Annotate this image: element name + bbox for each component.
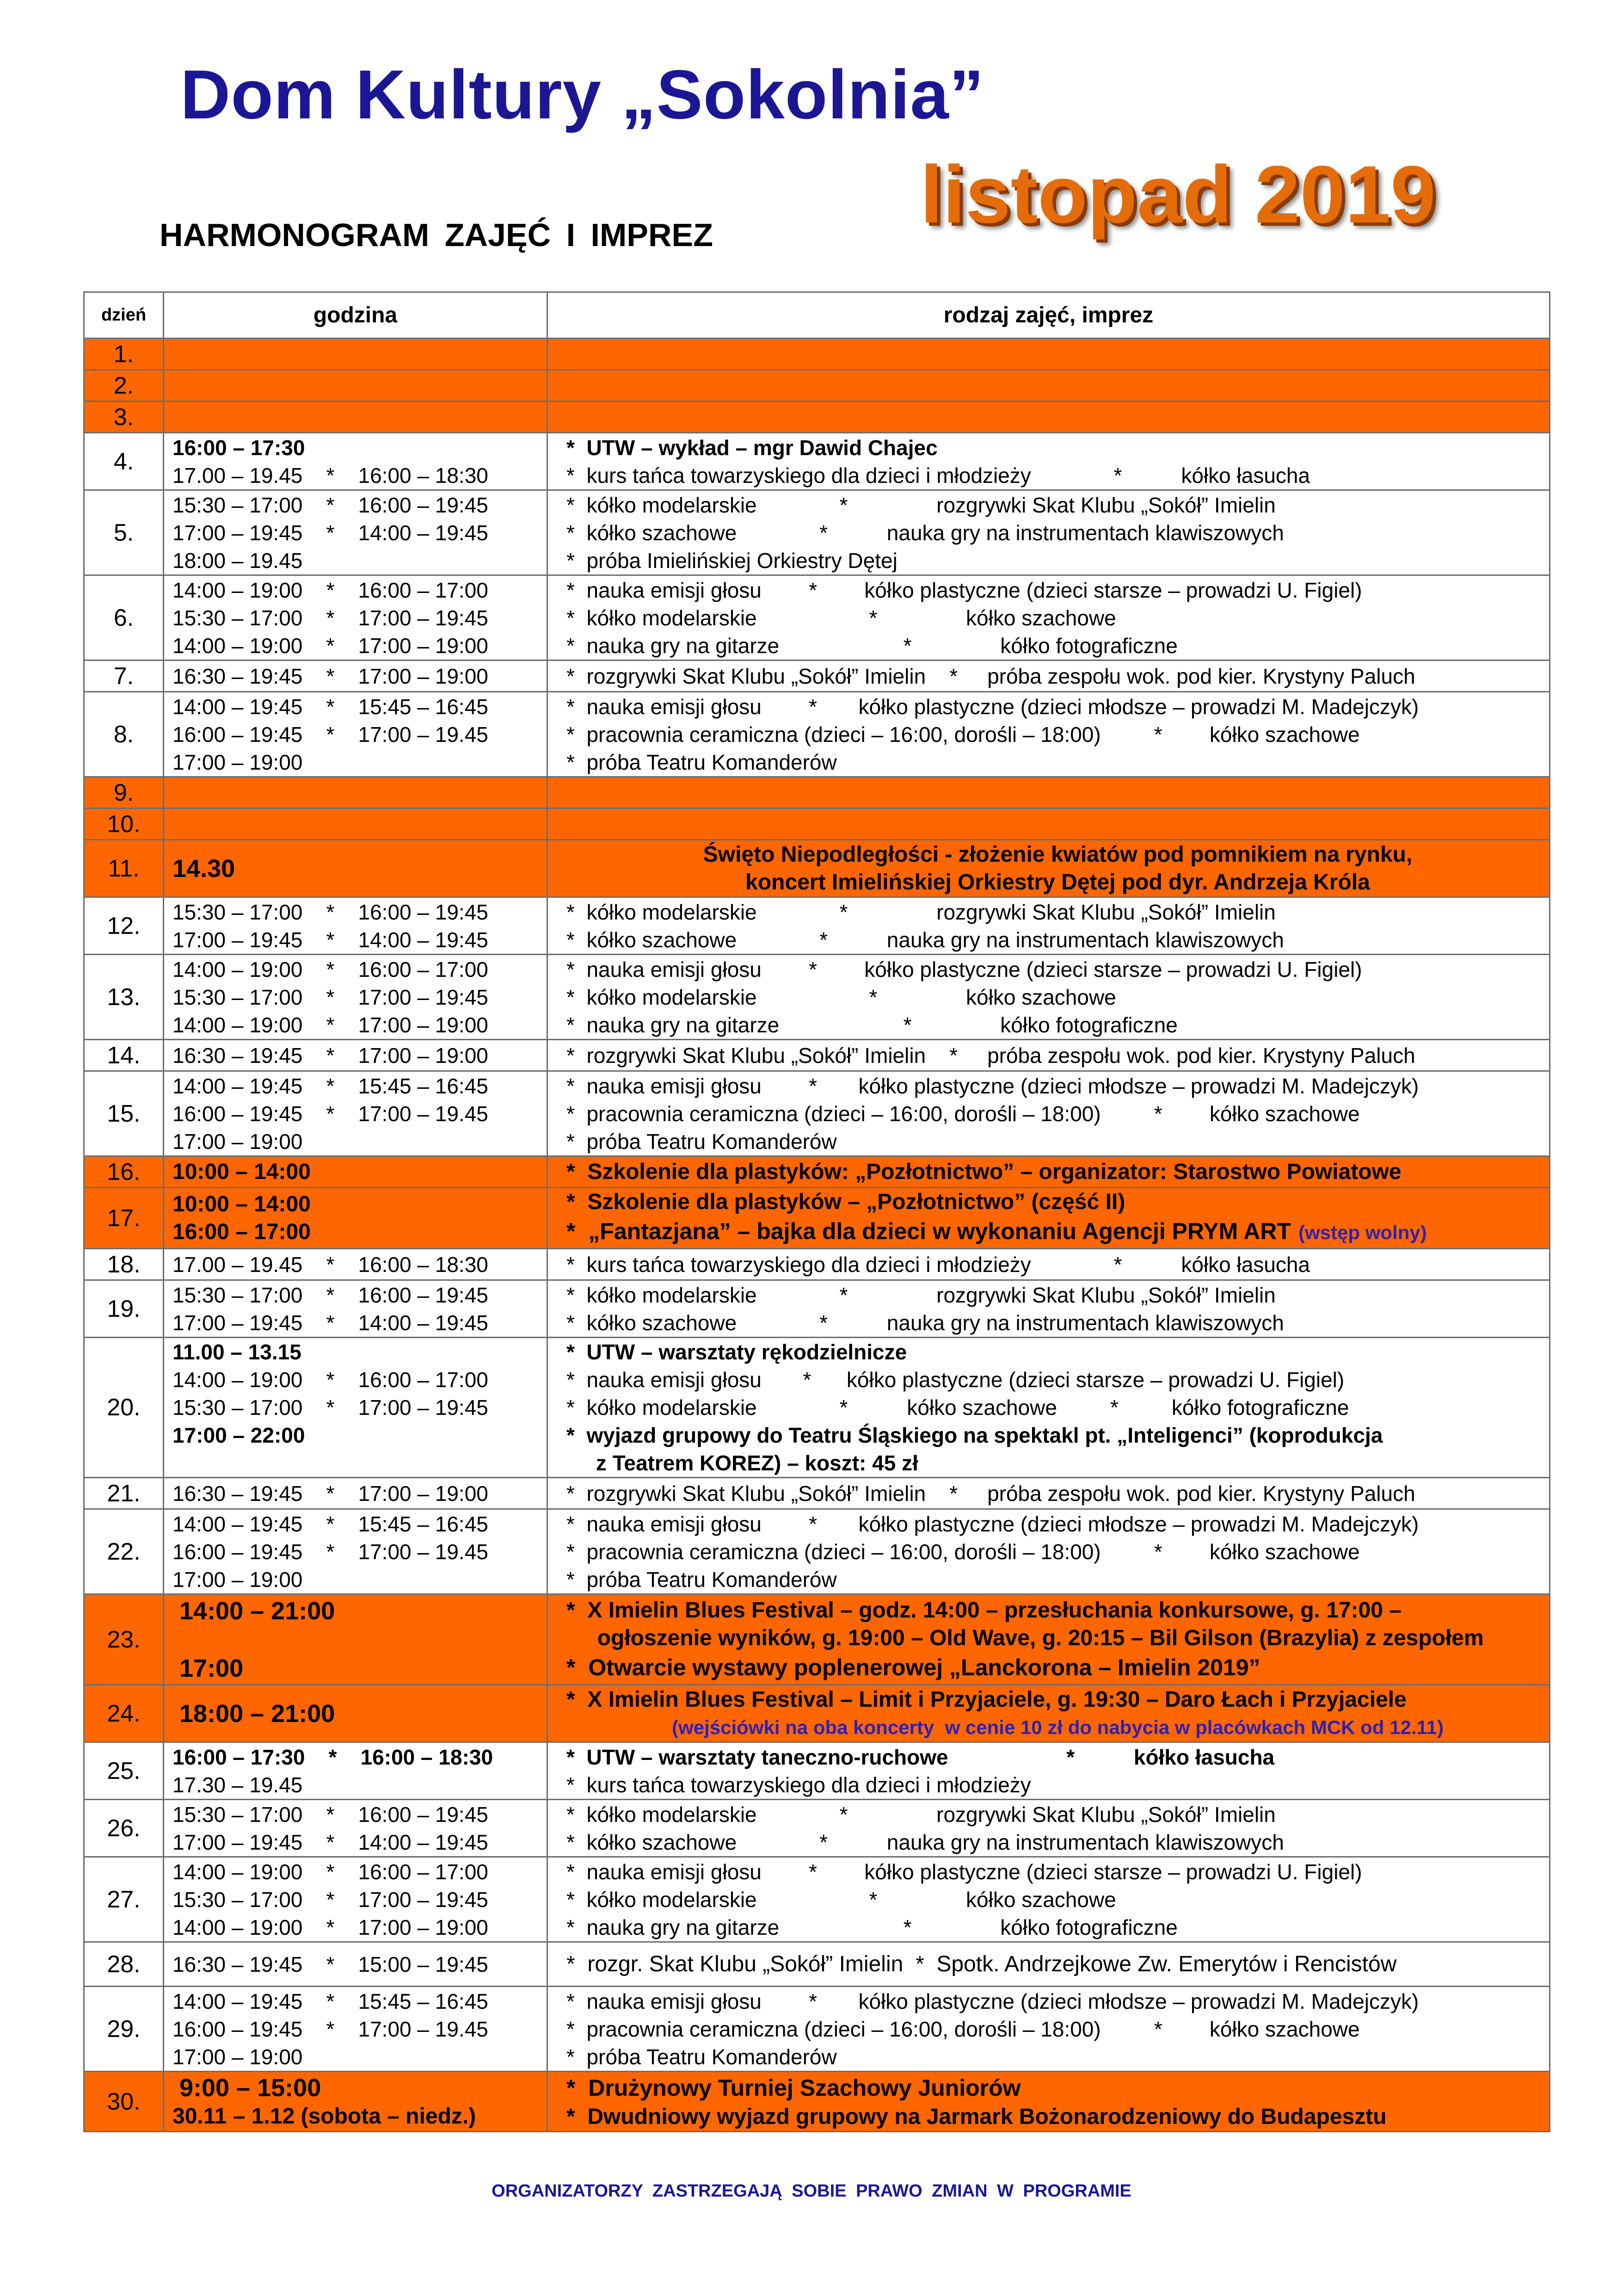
activity-text: * Otwarcie wystawy poplenerowej „Lanckorona – Imielin 2019” [566, 1654, 1260, 1680]
activities-cell [547, 1857, 1550, 1942]
activity-line [566, 1338, 1549, 1366]
hours-cell [164, 433, 547, 490]
day-cell: 30. [84, 2072, 164, 2132]
table-row [84, 1156, 1550, 1188]
hours-cell [164, 1594, 547, 1685]
activity-line [566, 1100, 1549, 1128]
day-cell: 3. [84, 401, 164, 433]
activity-line [566, 519, 1549, 547]
activity-line [566, 1366, 1549, 1394]
activities-cell [547, 1040, 1550, 1071]
hours-line: 10:00 – 14:00 [172, 1191, 311, 1216]
hours-cell [164, 401, 547, 433]
activities-cell [547, 692, 1550, 777]
hours-line: 15:30 – 17:00 * 16:00 – 19:45 [172, 1802, 488, 1827]
free-entry-note: (wstęp wolny) [1298, 1222, 1427, 1243]
activity-text: * kółko modelarskie * kółko szachowe [566, 1887, 1116, 1912]
hours-line [172, 1449, 547, 1477]
day-cell: 22. [84, 1509, 164, 1594]
activities-cell [547, 840, 1550, 897]
footer-note: ORGANIZATORZY ZASTRZEGAJĄ SOBIE PRAWO ZMIAN W PROGRAMIE [492, 2181, 1131, 2201]
day-cell: 2. [84, 370, 164, 401]
activity-text: koncert Imielińskiej Orkiestry Dętej pod dyr. Andrzeja Króla [745, 870, 1370, 895]
activity-line [566, 1624, 1549, 1652]
hours-line: 30.11 – 1.12 (sobota – niedz.) [172, 2104, 476, 2129]
hours-line: 17:00 [172, 1654, 244, 1682]
day-cell: 8. [84, 692, 164, 777]
activity-line [566, 2103, 1549, 2131]
hours-cell [164, 1156, 547, 1188]
activity-line [566, 1950, 1549, 1978]
activities-cell [547, 1685, 1550, 1742]
activities-cell [547, 433, 1550, 490]
day-cell: 4. [84, 433, 164, 490]
table-row [84, 2072, 1550, 2132]
activity-line [566, 1421, 1549, 1449]
activity-text: * „Fantazjana” – bajka dla dzieci w wykonaniu Agencji PRYM ART [566, 1218, 1291, 1244]
table-row [84, 1040, 1550, 1071]
hours-line: 14:00 – 19:00 * 16:00 – 17:00 [172, 1859, 488, 1884]
activity-text: * rozgrywki Skat Klubu „Sokół” Imielin * próba zespołu wok. pod kier. Krystyny Paluch [566, 1043, 1415, 1068]
activity-text: * nauka emisji głosu * kółko plastyczne (dzieci młodsze – prowadzi M. Madejczyk) [566, 1074, 1419, 1098]
schedule-table [83, 291, 1550, 2132]
activity-text: * kurs tańca towarzyskiego dla dzieci i młodzieży * kółko łasucha [566, 1252, 1310, 1277]
activity-text: * próba Teatru Komanderów [566, 750, 837, 774]
column-header-day: dzień [84, 292, 164, 339]
table-row [84, 1742, 1550, 1800]
activity-text: (wejściówki na oba koncerty w cenie 10 zł do nabycia w placówkach MCK od 12.11) [672, 1716, 1444, 1738]
hours-line: 16:00 – 19:45 * 17:00 – 19.45 [172, 722, 488, 747]
activity-line [566, 1771, 1549, 1799]
hours-line: 16:00 – 19:45 * 17:00 – 19.45 [172, 1539, 488, 1564]
activities-cell [547, 1071, 1550, 1156]
schedule-subtitle: HARMONOGRAM ZAJĘĆ I IMPREZ [160, 217, 713, 253]
table-row [84, 777, 1550, 809]
hours-cell [164, 1800, 547, 1857]
activity-line [566, 632, 1549, 660]
activities-cell [547, 1478, 1550, 1509]
activity-text: * nauka emisji głosu * kółko plastyczne (dzieci starsze – prowadzi U. Figiel) [566, 1859, 1362, 1884]
activity-text: * nauka gry na gitarze * kółko fotograficzne [566, 1915, 1178, 1939]
day-cell: 27. [84, 1857, 164, 1942]
hours-line: 16:00 – 17:30 * 16:00 – 18:30 [172, 1745, 493, 1769]
table-row [84, 1188, 1550, 1249]
activity-text: * kółko modelarskie * rozgrywki Skat Klubu „Sokół” Imielin [566, 900, 1276, 924]
hours-line: 18:00 – 19.45 [172, 548, 303, 573]
activity-line [566, 1480, 1549, 1507]
activities-cell [547, 660, 1550, 692]
hours-line: 16:30 – 19:45 * 17:00 – 19:00 [172, 1481, 488, 1506]
activity-line [566, 1216, 1549, 1248]
activity-line [566, 1011, 1549, 1039]
day-cell: 19. [84, 1280, 164, 1338]
hours-line: 16:30 – 19:45 * 17:00 – 19:00 [172, 1043, 488, 1068]
hours-line: 17.30 – 19.45 [172, 1772, 303, 1797]
activity-line [566, 1309, 1549, 1337]
day-cell: 25. [84, 1742, 164, 1800]
activity-text: * pracownia ceramiczna (dzieci – 16:00, dorośli – 18:00) * kółko szachowe [566, 1101, 1360, 1126]
activity-line [566, 462, 1549, 489]
hours-line: 11.00 – 13.15 [172, 1340, 301, 1364]
activity-text: * nauka emisji głosu * kółko plastyczne (dzieci starsze – prowadzi U. Figiel) [566, 578, 1362, 602]
hours-cell [164, 1071, 547, 1156]
activities-cell [547, 955, 1550, 1040]
day-cell: 29. [84, 1987, 164, 2072]
activity-text: * rozgrywki Skat Klubu „Sokół” Imielin * próba zespołu wok. pod kier. Krystyny Paluch [566, 664, 1415, 688]
day-cell: 15. [84, 1071, 164, 1156]
hours-cell [164, 777, 547, 809]
hours-line: 17:00 – 19:00 [172, 1567, 303, 1592]
table-row [84, 1942, 1550, 1987]
activity-line [566, 1042, 1549, 1069]
activity-text: * kółko modelarskie * kółko szachowe * kółko fotograficzne [566, 1395, 1349, 1420]
table-row [84, 1509, 1550, 1594]
day-cell: 9. [84, 777, 164, 809]
hours-cell [164, 840, 547, 897]
hours-cell [164, 2072, 547, 2132]
hours-line: 14:00 – 19:00 * 17:00 – 19:00 [172, 1012, 488, 1037]
activity-text: ogłoszenie wyników, g. 19:00 – Old Wave, g. 20:15 – Bil Gilson (Brazylia) z zespołem [566, 1625, 1484, 1650]
activities-cell [547, 1742, 1550, 1800]
activities-cell [547, 2072, 1550, 2132]
hours-line: 15:30 – 17:00 * 16:00 – 19:45 [172, 900, 488, 924]
hours-cell [164, 1509, 547, 1594]
hours-line: 16:00 – 17:30 [172, 435, 305, 460]
activity-line [566, 2043, 1549, 2071]
hours-cell [164, 1942, 547, 1987]
hours-line: 15:30 – 17:00 * 16:00 – 19:45 [172, 1283, 488, 1307]
activity-line [566, 1743, 1549, 1771]
activity-text: * kółko modelarskie * kółko szachowe [566, 605, 1116, 630]
column-header-hours: godzina [164, 292, 547, 339]
activity-line [566, 491, 1549, 519]
hours-line: 14:00 – 19:00 * 17:00 – 19:00 [172, 1915, 488, 1939]
hours-line: 16:30 – 19:45 * 15:00 – 19:45 [172, 1952, 488, 1976]
table-row [84, 692, 1550, 777]
table-row [84, 433, 1550, 490]
table-row [84, 401, 1550, 433]
day-cell: 12. [84, 897, 164, 955]
hours-cell [164, 370, 547, 401]
table-row [84, 1478, 1550, 1509]
activity-line [566, 1686, 1549, 1714]
activities-cell [547, 370, 1550, 401]
hours-line: 14:00 – 19:45 * 15:45 – 16:45 [172, 694, 488, 719]
table-row [84, 575, 1550, 660]
hours-line: 16:00 – 19:45 * 17:00 – 19.45 [172, 2017, 488, 2041]
page-title: Dom Kultury „Sokolnia” [180, 56, 984, 133]
day-cell: 28. [84, 1942, 164, 1987]
activity-text: * kółko szachowe * nauka gry na instrumentach klawiszowych [566, 520, 1284, 545]
activity-text: * rozgrywki Skat Klubu „Sokół” Imielin * próba zespołu wok. pod kier. Krystyny Paluch [566, 1481, 1415, 1506]
activity-text: * próba Teatru Komanderów [566, 1129, 837, 1154]
hours-line: 14:00 – 19:00 * 16:00 – 17:00 [172, 1368, 488, 1392]
activity-text: * kółko modelarskie * kółko szachowe [566, 985, 1116, 1009]
hours-cell [164, 897, 547, 955]
activity-line [566, 869, 1549, 896]
activities-cell [547, 1280, 1550, 1338]
day-cell: 18. [84, 1249, 164, 1280]
activity-text: * pracownia ceramiczna (dzieci – 16:00, dorośli – 18:00) * kółko szachowe [566, 722, 1360, 747]
hours-cell [164, 660, 547, 692]
day-cell: 24. [84, 1685, 164, 1742]
hours-cell [164, 339, 547, 370]
activity-line [566, 1597, 1549, 1624]
table-row [84, 1280, 1550, 1338]
activity-text: * Szkolenie dla plastyków: „Pozłotnictwo” – organizator: Starostwo Powiatowe [566, 1159, 1402, 1184]
activities-cell [547, 897, 1550, 955]
hours-line: 17:00 – 19:45 * 14:00 – 19:45 [172, 520, 488, 545]
activity-line [566, 1714, 1549, 1741]
activity-line [566, 1158, 1549, 1186]
activity-line [566, 1801, 1549, 1828]
activities-cell [547, 490, 1550, 575]
hours-line [172, 1626, 547, 1654]
activity-text: * próba Teatru Komanderów [566, 2044, 837, 2069]
day-cell: 16. [84, 1156, 164, 1188]
activity-text: * nauka emisji głosu * kółko plastyczne (dzieci młodsze – prowadzi M. Madejczyk) [566, 694, 1419, 719]
activity-line [566, 547, 1549, 574]
table-row [84, 955, 1550, 1040]
hours-line: 15:30 – 17:00 * 17:00 – 19:45 [172, 1395, 488, 1420]
hours-line: 15:30 – 17:00 * 17:00 – 19:45 [172, 985, 488, 1009]
hours-cell [164, 692, 547, 777]
activity-line [566, 721, 1549, 748]
activity-text: * Szkolenie dla plastyków – „Pozłotnictwo” (część II) [566, 1190, 1125, 1214]
activity-text: * kółko modelarskie * rozgrywki Skat Klubu „Sokół” Imielin [566, 493, 1276, 517]
activity-text: * próba Imielińskiej Orkiestry Dętej [566, 548, 898, 573]
hours-line: 14:00 – 19:00 * 16:00 – 17:00 [172, 957, 488, 981]
activity-line [566, 2015, 1549, 2043]
activity-text: * próba Teatru Komanderów [566, 1567, 837, 1592]
hours-cell [164, 1338, 547, 1478]
hours-line: 17.00 – 19.45 * 16:00 – 18:30 [172, 1252, 488, 1277]
activity-line [566, 748, 1549, 776]
day-cell: 1. [84, 339, 164, 370]
day-cell: 5. [84, 490, 164, 575]
activity-text: * wyjazd grupowy do Teatru Śląskiego na spektakl pt. „Inteligenci” (koprodukcja [566, 1423, 1383, 1447]
activity-text: * kółko szachowe * nauka gry na instrumentach klawiszowych [566, 927, 1284, 952]
activities-cell [547, 1249, 1550, 1280]
hours-line: 14.30 [172, 854, 235, 883]
activity-text: * kółko szachowe * nauka gry na instrumentach klawiszowych [566, 1310, 1284, 1335]
activities-cell [547, 575, 1550, 660]
column-header-activities: rodzaj zajęć, imprez [547, 292, 1550, 339]
table-row [84, 1685, 1550, 1742]
hours-cell [164, 1188, 547, 1249]
day-cell: 20. [84, 1338, 164, 1478]
activity-line [566, 1394, 1549, 1421]
hours-line: 17:00 – 22:00 [172, 1423, 305, 1447]
activity-line [566, 983, 1549, 1011]
activities-cell [547, 1987, 1550, 2072]
table-row [84, 1594, 1550, 1685]
day-cell: 10. [84, 809, 164, 840]
activity-text: * kółko szachowe * nauka gry na instrumentach klawiszowych [566, 1830, 1284, 1854]
day-cell: 6. [84, 575, 164, 660]
hours-line: 14:00 – 19:00 * 17:00 – 19:00 [172, 633, 488, 658]
activity-line [566, 1128, 1549, 1155]
hours-line: 16:00 – 19:45 * 17:00 – 19.45 [172, 1101, 488, 1126]
hours-cell [164, 1987, 547, 2072]
activity-line [566, 1652, 1549, 1683]
hours-line: 15:30 – 17:00 * 17:00 – 19:45 [172, 1887, 488, 1912]
hours-line: 9:00 – 15:00 [172, 2074, 321, 2102]
activity-text: * nauka gry na gitarze * kółko fotograficzne [566, 633, 1178, 658]
activity-line [566, 1510, 1549, 1538]
activity-text: * UTW – warsztaty taneczno-ruchowe * kółko łasucha [566, 1745, 1275, 1769]
table-row [84, 840, 1550, 897]
hours-cell [164, 1249, 547, 1280]
hours-line: 14:00 – 19:00 * 16:00 – 17:00 [172, 578, 488, 602]
day-cell: 13. [84, 955, 164, 1040]
activity-text: * Drużynowy Turniej Szachowy Juniorów [566, 2074, 1021, 2101]
activity-line [566, 1538, 1549, 1566]
hours-line: 17:00 – 19:45 * 14:00 – 19:45 [172, 1310, 488, 1335]
table-row [84, 339, 1550, 370]
hours-cell [164, 490, 547, 575]
activity-text: * nauka emisji głosu * kółko plastyczne (dzieci młodsze – prowadzi M. Madejczyk) [566, 1989, 1419, 2013]
table-row [84, 809, 1550, 840]
activity-line [566, 1828, 1549, 1856]
activity-text: * rozgr. Skat Klubu „Sokół” Imielin * Spotk. Andrzejkowe Zw. Emerytów i Rencistów [566, 1951, 1397, 1976]
month-heading: listopad 2019 [920, 149, 1436, 240]
activities-cell [547, 1594, 1550, 1685]
activity-text: * X Imielin Blues Festival – Limit i Przyjaciele, g. 19:30 – Daro Łach i Przyjaciele [566, 1687, 1407, 1712]
hours-line: 17.00 – 19.45 * 16:00 – 18:30 [172, 463, 488, 488]
day-cell: 23. [84, 1594, 164, 1685]
activity-line [566, 1987, 1549, 2015]
hours-cell [164, 1685, 547, 1742]
day-cell: 14. [84, 1040, 164, 1071]
activity-line [566, 1072, 1549, 1100]
activity-line [566, 898, 1549, 926]
table-header-row [84, 292, 1550, 339]
activities-cell [547, 1156, 1550, 1188]
hours-cell [164, 1742, 547, 1800]
hours-line: 14:00 – 21:00 [172, 1597, 335, 1625]
table-row [84, 1071, 1550, 1156]
hours-cell [164, 575, 547, 660]
activity-line [566, 926, 1549, 954]
table-row [84, 1249, 1550, 1280]
activities-cell [547, 777, 1550, 809]
table-row [84, 1987, 1550, 2072]
activity-line [566, 1281, 1549, 1309]
hours-cell [164, 955, 547, 1040]
activity-line [566, 604, 1549, 632]
table-row [84, 660, 1550, 692]
hours-cell [164, 1040, 547, 1071]
day-cell: 26. [84, 1800, 164, 1857]
hours-line: 17:00 – 19:00 [172, 2044, 303, 2069]
hours-line: 14:00 – 19:45 * 15:45 – 16:45 [172, 1074, 488, 1098]
activity-text: * nauka emisji głosu * kółko plastyczne (dzieci starsze – prowadzi U. Figiel) [566, 957, 1362, 981]
activity-line [566, 1188, 1549, 1216]
activity-line [566, 1566, 1549, 1593]
hours-line: 18:00 – 21:00 [172, 1699, 335, 1728]
activity-text: * kurs tańca towarzyskiego dla dzieci i młodzieży [566, 1772, 1031, 1797]
activity-text: * Dwudniowy wyjazd grupowy na Jarmark Bożonarodzeniowy do Budapesztu [566, 2104, 1387, 2129]
hours-line: 15:30 – 17:00 * 17:00 – 19:45 [172, 605, 488, 630]
activity-line [566, 662, 1549, 690]
activities-cell [547, 1338, 1550, 1478]
activities-cell [547, 401, 1550, 433]
hours-cell [164, 1478, 547, 1509]
activity-text: z Teatrem KOREZ) – koszt: 45 zł [566, 1451, 918, 1475]
activity-text: * nauka emisji głosu * kółko plastyczne (dzieci młodsze – prowadzi M. Madejczyk) [566, 1512, 1419, 1536]
hours-cell [164, 1857, 547, 1942]
day-cell: 17. [84, 1188, 164, 1249]
activity-text: * UTW – warsztaty rękodzielnicze [566, 1340, 907, 1364]
activity-text: * nauka gry na gitarze * kółko fotograficzne [566, 1012, 1178, 1037]
activities-cell [547, 809, 1550, 840]
activities-cell [547, 1800, 1550, 1857]
activity-line [566, 1449, 1549, 1477]
hours-line: 14:00 – 19:45 * 15:45 – 16:45 [172, 1989, 488, 2013]
activity-line [566, 956, 1549, 983]
table-row [84, 1800, 1550, 1857]
activity-text: * kółko modelarskie * rozgrywki Skat Klubu „Sokół” Imielin [566, 1802, 1276, 1827]
activity-text: * X Imielin Blues Festival – godz. 14:00 – przesłuchania konkursowe, g. 17:00 – [566, 1598, 1402, 1623]
table-row [84, 1857, 1550, 1942]
hours-line: 15:30 – 17:00 * 16:00 – 19:45 [172, 493, 488, 517]
hours-line: 16:00 – 17:00 [172, 1219, 311, 1244]
activity-text: * pracownia ceramiczna (dzieci – 16:00, dorośli – 18:00) * kółko szachowe [566, 2017, 1360, 2041]
hours-line: 17:00 – 19:00 [172, 1129, 303, 1154]
hours-line: 10:00 – 14:00 [172, 1159, 311, 1184]
activity-text: Święto Niepodległości - złożenie kwiatów pod pomnikiem na rynku, [703, 842, 1413, 867]
activity-line [566, 576, 1549, 604]
hours-cell [164, 809, 547, 840]
activities-cell [547, 1942, 1550, 1987]
table-row [84, 490, 1550, 575]
table-row [84, 1338, 1550, 1478]
activity-text: * kółko modelarskie * rozgrywki Skat Klubu „Sokół” Imielin [566, 1283, 1276, 1307]
day-cell: 11. [84, 840, 164, 897]
hours-line: 16:30 – 19:45 * 17:00 – 19:00 [172, 664, 488, 688]
hours-line: 17:00 – 19:45 * 14:00 – 19:45 [172, 1830, 488, 1854]
table-row [84, 897, 1550, 955]
table-row [84, 370, 1550, 401]
activity-line [566, 1858, 1549, 1886]
day-cell: 7. [84, 660, 164, 692]
activities-cell [547, 339, 1550, 370]
activity-line [566, 841, 1549, 869]
activity-text: * pracownia ceramiczna (dzieci – 16:00, dorośli – 18:00) * kółko szachowe [566, 1539, 1360, 1564]
activities-cell [547, 1509, 1550, 1594]
hours-line: 17:00 – 19:00 [172, 750, 303, 774]
activity-line [566, 1913, 1549, 1941]
activity-line [566, 2073, 1549, 2103]
activities-cell [547, 1188, 1550, 1249]
activity-line [566, 693, 1549, 721]
activity-text: * nauka emisji głosu * kółko plastyczne (dzieci starsze – prowadzi U. Figiel) [566, 1368, 1345, 1392]
hours-cell [164, 1280, 547, 1338]
activity-text: * kurs tańca towarzyskiego dla dzieci i młodzieży * kółko łasucha [566, 463, 1310, 488]
day-cell: 21. [84, 1478, 164, 1509]
hours-line: 14:00 – 19:45 * 15:45 – 16:45 [172, 1512, 488, 1536]
hours-line: 17:00 – 19:45 * 14:00 – 19:45 [172, 927, 488, 952]
activity-line [566, 1886, 1549, 1913]
activity-line [566, 434, 1549, 462]
activity-text: * UTW – wykład – mgr Dawid Chajec [566, 435, 938, 460]
activity-line [566, 1251, 1549, 1278]
